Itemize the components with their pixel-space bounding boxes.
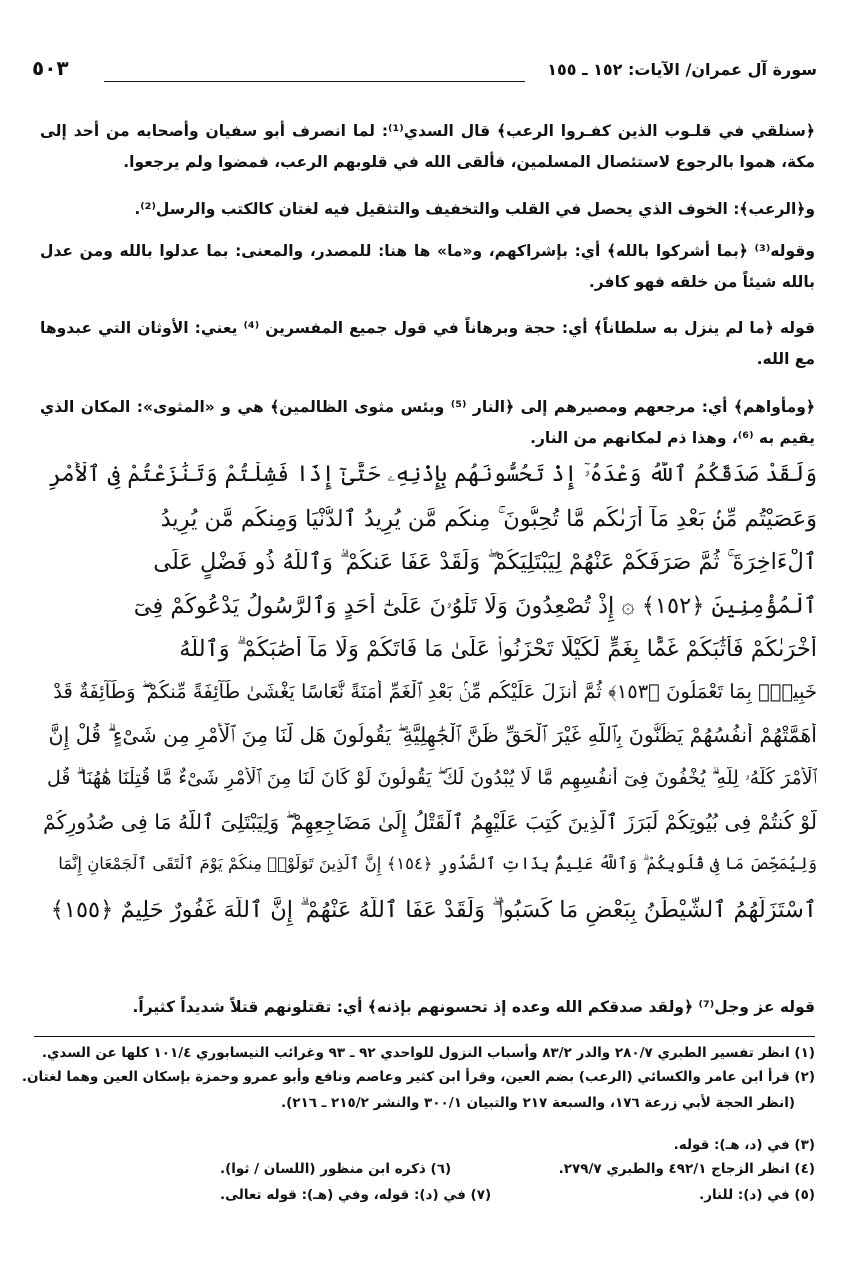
header-rule bbox=[104, 81, 525, 82]
surah-title: سورة آل عمران/ الآيات: ١٥٢ ـ ١٥٥ bbox=[547, 60, 817, 79]
quran-line: وَلَقَدْ صَدَقَكُمُ ٱللَّهُ وَعْدَهُۥٓ إِذْ تَحُسُّونَهُم بِإِذْنِهِۦ حَتَّىٰٓ إِذَا فَشِلْتُمْ وَتَنَٰزَعْتُمْ فِى ٱلْأَمْرِ bbox=[48, 462, 817, 487]
footnote-5: (٥) في (د): للنار. bbox=[699, 1187, 815, 1203]
page-number: ٥٠٣ bbox=[32, 56, 69, 80]
footnote-7: (٧) في (د): قوله، وفي (هـ): قوله تعالى. bbox=[220, 1187, 492, 1203]
tafsir-paragraph: ﴿سنلقي في قلـوب الذين كفـروا الرعب﴾ قال السدي⁽¹⁾: لما انصرف أبو سفيان وأصحابه من أحد إلى مكة، هموا بالرجوع لاستئصال المسلمين، فألقى الله في قلوبهم الرعب، فمضوا ولم يرجعوا. bbox=[40, 122, 816, 171]
footnote-3: (٣) في (د، هـ): قوله. bbox=[673, 1137, 815, 1153]
footnote-1: (١) انظر تفسير الطبري ٢٨٠/٧ والدر ٨٣/٢ وأسباب النزول للواحدي ٩٢ ـ ٩٣ وغرائب النيسابوري ١٠١/٤ كلها عن السدي. bbox=[41, 1045, 815, 1061]
tafsir-paragraph: قوله ﴿ما لم ينزل به سلطاناً﴾ أي: حجة وبرهاناً في قول جميع المفسرين ⁽⁴⁾ يعني: الأوثان التي عبدوها مع الله. bbox=[40, 319, 815, 368]
footnote-divider bbox=[34, 1036, 815, 1037]
quran-line: أُخْرَىٰكُمْ فَأَثَٰبَكُمْ غَمًّۢا بِغَمٍّ لِّكَيْلَا تَحْزَنُوا۟ عَلَىٰ مَا فَاتَكُمْ وَلَا مَآ أَصَٰبَكُمْ ۗ وَٱللَّهُ bbox=[179, 636, 817, 662]
quran-line: ٱلْءَاخِرَةَ ۚ ثُمَّ صَرَفَكُمْ عَنْهُمْ لِيَبْتَلِيَكُمْ ۖ وَلَقَدْ عَفَا عَنكُمْ ۗ وَٱللَّهُ ذُو فَضْلٍ عَلَى bbox=[153, 549, 817, 575]
footnote-2: (٢) قرأ ابن عامر والكسائي (الرعب) بضم العين، وقرأ ابن كثير وعاصم ونافع وأبو عمرو وحمزة بإسكان العين وهما لغتان. bbox=[21, 1069, 815, 1085]
quran-line: أَهَمَّتْهُمْ أَنفُسُهُمْ يَظُنُّونَ بِٱللَّهِ غَيْرَ ٱلْحَقِّ ظَنَّ ٱلْجَٰهِلِيَّةِ ۖ يَقُولُونَ هَل لَّنَا مِنَ ٱلْأَمْرِ مِن شَىْءٍ ۗ قُلْ إِنَّ bbox=[48, 723, 817, 747]
footnote-2-continued: (انظر الحجة لأبي زرعة ١٧٦، والسبعة ٢١٧ والتبيان ٣٠٠/١ والنشر ٢١٥/٢ ـ ٢١٦). bbox=[280, 1095, 795, 1111]
tafsir-paragraph: ﴿ومأواهم﴾ أي: مرجعهم ومصيرهم إلى ﴿النار ⁽⁵⁾ وبئس مثوى الظالمين﴾ هي و «المثوى»: المكان الذي يقيم به ⁽⁶⁾، وهذا ذم لمكانهم من النار. bbox=[40, 398, 815, 447]
page-header bbox=[32, 58, 817, 88]
footnote-4: (٤) انظر الزجاج ٤٩٢/١ والطبري ٢٧٩/٧. bbox=[558, 1161, 815, 1177]
footnote-6: (٦) ذكره ابن منظور (اللسان / ثوا). bbox=[220, 1161, 452, 1177]
quran-line: وَعَصَيْتُم مِّنۢ بَعْدِ مَآ أَرَىٰكُم مَّا تُحِبُّونَ ۚ مِنكُم مَّن يُرِيدُ ٱلدُّنْيَا وَمِنكُم مَّن يُرِيدُ bbox=[160, 505, 817, 532]
tafsir-paragraph: وقوله⁽³⁾ ﴿بما أشركوا بالله﴾ أي: بإشراكهم، و«ما» ها هنا: للمصدر، والمعنى: بما عدلوا بالله ومن عدل بالله شيئاً من خلقه فهو كافر. bbox=[40, 242, 815, 291]
quran-verses bbox=[38, 462, 817, 941]
tafsir-paragraph: و﴿الرعب﴾: الخوف الذي يحصل في القلب والتخفيف والتثقيل فيه لغتان كالكتب والرسل⁽²⁾. bbox=[134, 200, 815, 218]
quran-line: لَّوْ كُنتُمْ فِى بُيُوتِكُمْ لَبَرَزَ ٱلَّذِينَ كُتِبَ عَلَيْهِمُ ٱلْقَتْلُ إِلَىٰ مَضَاجِعِهِمْ ۖ وَلِيَبْتَلِىَ ٱللَّهُ مَا فِى صُدُورِكُمْ bbox=[43, 810, 817, 834]
quran-line: ٱسْتَزَلَّهُمُ ٱلشَّيْطَٰنُ بِبَعْضِ مَا كَسَبُوا۟ ۖ وَلَقَدْ عَفَا ٱللَّهُ عَنْهُمْ ۗ إِنَّ ٱللَّهَ غَفُورٌ حَلِيمٌ ﴿١٥٥﴾ bbox=[50, 897, 817, 923]
quran-line: وَلِيُمَحِّصَ مَا فِى قُلُوبِكُمْ ۗ وَٱللَّهُ عَلِيمٌۢ بِذَاتِ ٱلصُّدُورِ ﴿١٥٤﴾ إِنَّ ٱلَّذِينَ تَوَلَّوْا۟ مِنكُمْ يَوْمَ ٱلْتَقَى ٱلْجَمْعَانِ إِنَّمَا bbox=[58, 853, 817, 873]
closing-paragraph: قوله عز وجل⁽⁷⁾ ﴿ولقد صدقكم الله وعده إذ تحسونهم بإذنه﴾ أي: تقتلونهم قتلاً شديداً كثيراً. bbox=[132, 998, 815, 1016]
quran-line: ٱلْمُؤْمِنِينَ ﴿١٥٢﴾ ۞ إِذْ تُصْعِدُونَ وَلَا تَلْوُۥنَ عَلَىٰٓ أَحَدٍ وَٱلرَّسُولُ يَدْعُوكُمْ فِىٓ bbox=[133, 592, 817, 619]
quran-line: خَبِيرٌۢ بِمَا تَعْمَلُونَ ﴿١٥٣﴾ ثُمَّ أَنزَلَ عَلَيْكُم مِّنۢ بَعْدِ ٱلْغَمِّ أَمَنَةً نُّعَاسًا يَغْشَىٰ طَآئِفَةً مِّنكُمْ ۖ وَطَآئِفَةٌ قَدْ bbox=[53, 679, 817, 703]
quran-line: ٱلْأَمْرَ كُلَّهُۥ لِلَّهِ ۗ يُخْفُونَ فِىٓ أَنفُسِهِم مَّا لَا يُبْدُونَ لَكَ ۖ يَقُولُونَ لَوْ كَانَ لَنَا مِنَ ٱلْأَمْرِ شَىْءٌ مَّا قُتِلْنَا هَٰهُنَا ۗ قُل bbox=[46, 766, 817, 789]
